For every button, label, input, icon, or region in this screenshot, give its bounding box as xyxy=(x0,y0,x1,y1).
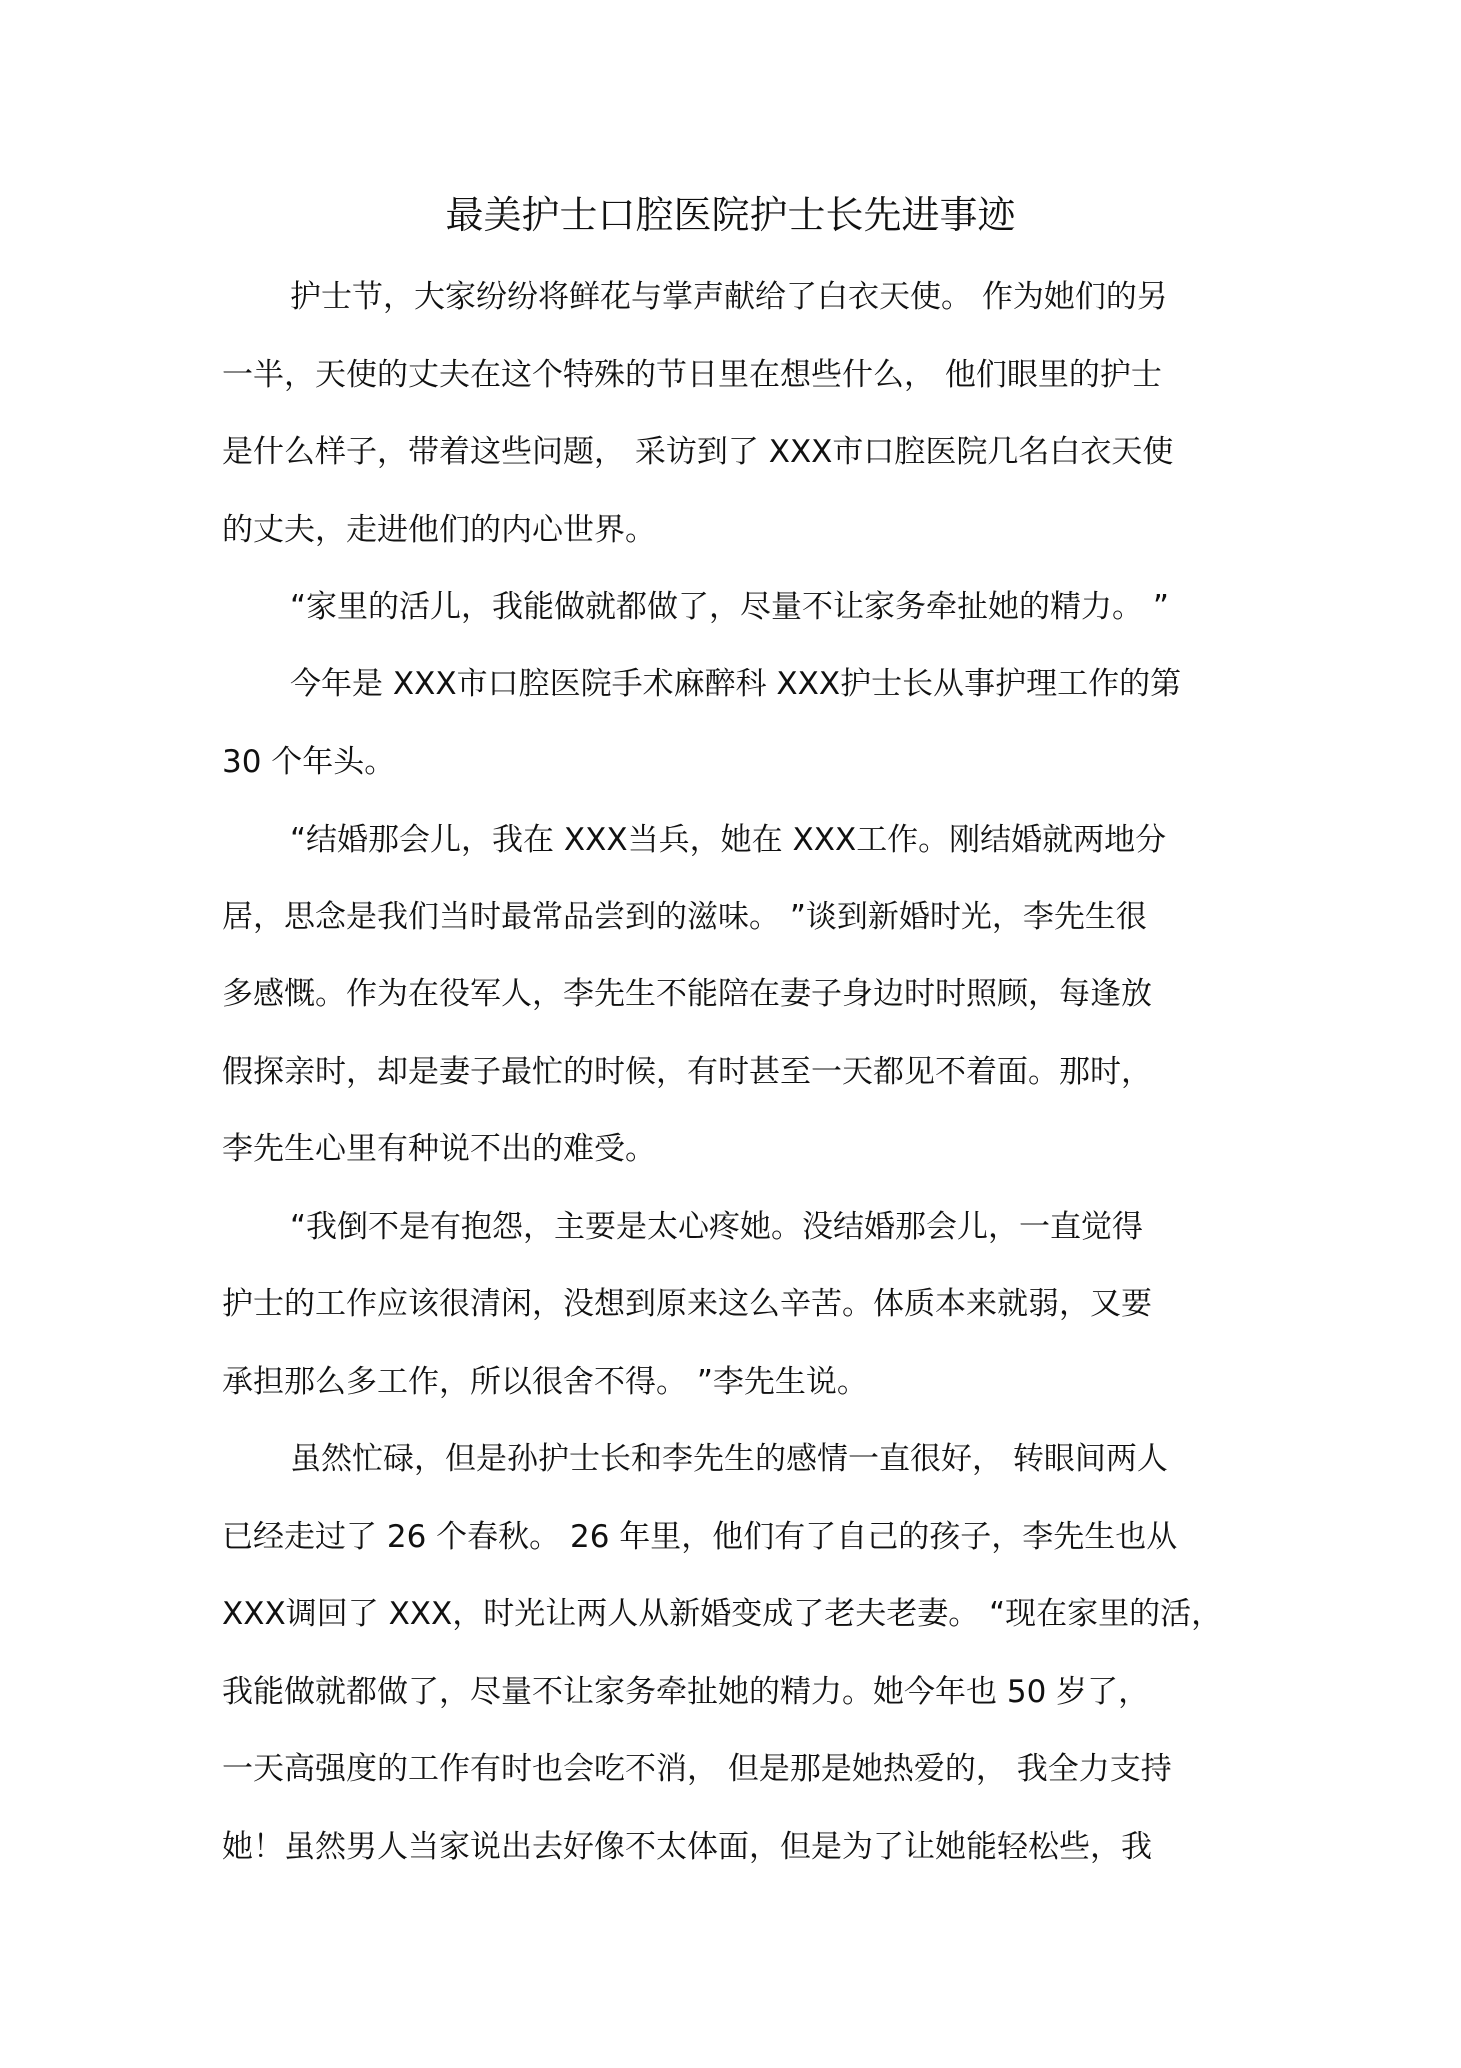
document-title: 最美护士口腔医院护士长先进事迹 xyxy=(445,193,1016,237)
text-line: 护士的工作应该很清闲，没想到原来这么辛苦。体质本来就弱，又要 xyxy=(222,1286,1152,1322)
text-line: 一半，天使的丈夫在这个特殊的节日里在想些什么， 他们眼里的护士 xyxy=(222,357,1162,393)
text-line: 一天高强度的工作有时也会吃不消， 但是那是她热爱的， 我全力支持 xyxy=(222,1751,1172,1787)
text-line: 30 个年头。 xyxy=(222,744,396,780)
text-line: 是什么样子，带着这些问题， 采访到了 XXX市口腔医院几名白衣天使 xyxy=(222,434,1174,470)
text-line: “我倒不是有抱怨，主要是太心疼她。没结婚那会儿，一直觉得 xyxy=(290,1209,1144,1245)
text-line: 的丈夫，走进他们的内心世界。 xyxy=(222,512,656,548)
text-line: “家里的活儿，我能做就都做了，尽量不让家务牵扯她的精力。 ” xyxy=(290,589,1169,625)
text-line: 今年是 XXX市口腔医院手术麻醉科 XXX护士长从事护理工作的第 xyxy=(290,666,1182,702)
text-line: 多感慨。作为在役军人，李先生不能陪在妻子身边时时照顾，每逢放 xyxy=(222,976,1152,1012)
text-line: 护士节，大家纷纷将鲜花与掌声献给了白衣天使。 作为她们的另 xyxy=(290,279,1168,315)
text-line: 居，思念是我们当时最常品尝到的滋味。 ”谈到新婚时光，李先生很 xyxy=(222,899,1147,935)
text-line: 已经走过了 26 个春秋。 26 年里，他们有了自己的孩子，李先生也从 xyxy=(222,1519,1178,1555)
text-line: XXX调回了 XXX，时光让两人从新婚变成了老夫老妻。 “现在家里的活， xyxy=(222,1596,1223,1632)
text-line: 李先生心里有种说不出的难受。 xyxy=(222,1131,656,1167)
text-line: 她！虽然男人当家说出去好像不太体面，但是为了让她能轻松些，我 xyxy=(222,1829,1152,1865)
text-line: “结婚那会儿，我在 XXX当兵，她在 XXX工作。刚结婚就两地分 xyxy=(290,822,1167,858)
text-line: 我能做就都做了，尽量不让家务牵扯她的精力。她今年也 50 岁了， xyxy=(222,1674,1150,1710)
text-line: 虽然忙碌，但是孙护士长和李先生的感情一直很好， 转眼间两人 xyxy=(290,1441,1168,1477)
text-line: 承担那么多工作，所以很舍不得。 ”李先生说。 xyxy=(222,1364,868,1400)
text-line: 假探亲时，却是妻子最忙的时候，有时甚至一天都见不着面。那时， xyxy=(222,1054,1152,1090)
